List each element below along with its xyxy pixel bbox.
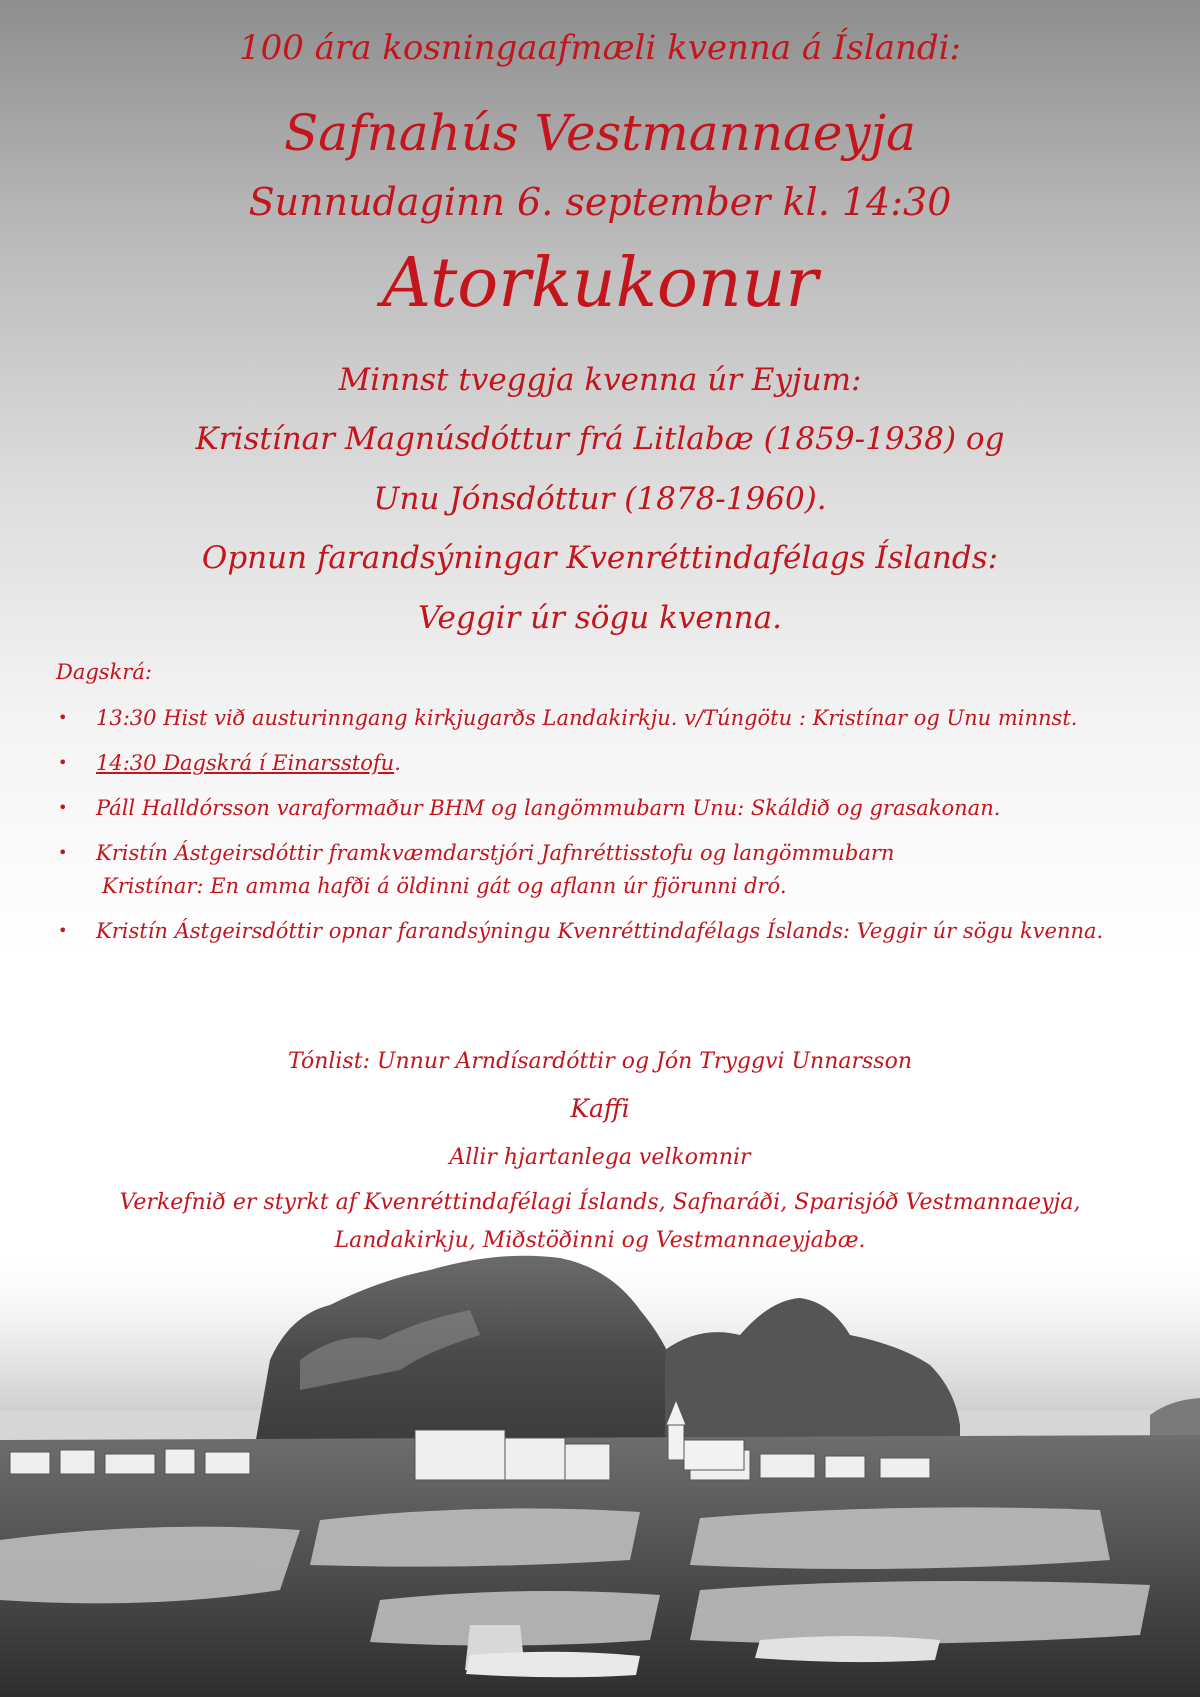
intro-line-3: Unu Jónsdóttur (1878-1960). [373,481,827,517]
coffee-note: Kaffi [570,1094,630,1123]
agenda-label: Dagskrá: [56,660,152,684]
agenda-item-4-continuation: Kristínar: En amma hafði á öldinni gát og aflann úr fjörunni dró. [102,874,787,898]
intro-line-1: Minnst tveggja kvenna úr Eyjum: [338,362,862,398]
agenda-item-5: • Kristín Ástgeirsdóttir opnar farandsýningu Kvenréttindafélags Íslands: Veggir úr sögu kvenna. [56,913,1156,949]
sponsors-line-1: Verkefnið er styrkt af Kvenréttindafélagi Íslands, Safnaráði, Sparisjóð Vestmannaeyja, [119,1190,1081,1215]
agenda-list [56,700,1156,958]
agenda-item-2-link: 14:30 Dagskrá í Einarsstofu [96,751,395,775]
agenda-item-4: • Kristín Ástgeirsdóttir framkvæmdarstjóri Jafnréttisstofu og langömmubarn [56,835,1156,871]
agenda-item-1: • 13:30 Hist við austurinngang kirkjugarðs Landakirkju. v/Túngötu : Kristínar og Unu minnst. [56,700,1156,736]
cloth-on-ground-2 [466,1652,640,1678]
welcome-note: Allir hjartanlega velkomnir [449,1145,751,1170]
heimaey-landscape-photo [0,1240,1200,1697]
date-heading: Sunnudaginn 6. september kl. 14:30 [248,180,952,224]
intro-line-4: Opnun farandsýningar Kvenréttindafélags Íslands: [201,540,999,576]
intro-line-2: Kristínar Magnúsdóttur frá Litlabæ (1859-1938) og [195,421,1005,457]
event-title: Atorkukonur [382,244,818,323]
anniversary-heading: 100 ára kosningaafmæli kvenna á Íslandi: [238,28,962,68]
agenda-item-3: • Páll Halldórsson varaformaður BHM og langömmubarn Unu: Skáldið og grasakonan. [56,790,1156,826]
intro-line-5: Veggir úr sögu kvenna. [418,600,782,636]
venue-heading: Safnahús Vestmannaeyja [284,104,916,162]
agenda-item-2-tail: . [394,751,401,775]
cloth-on-ground [755,1636,940,1662]
agenda-item-2 [56,745,1156,781]
music-credits: Tónlist: Unnur Arndísardóttir og Jón Tryggvi Unnarsson [287,1049,912,1074]
